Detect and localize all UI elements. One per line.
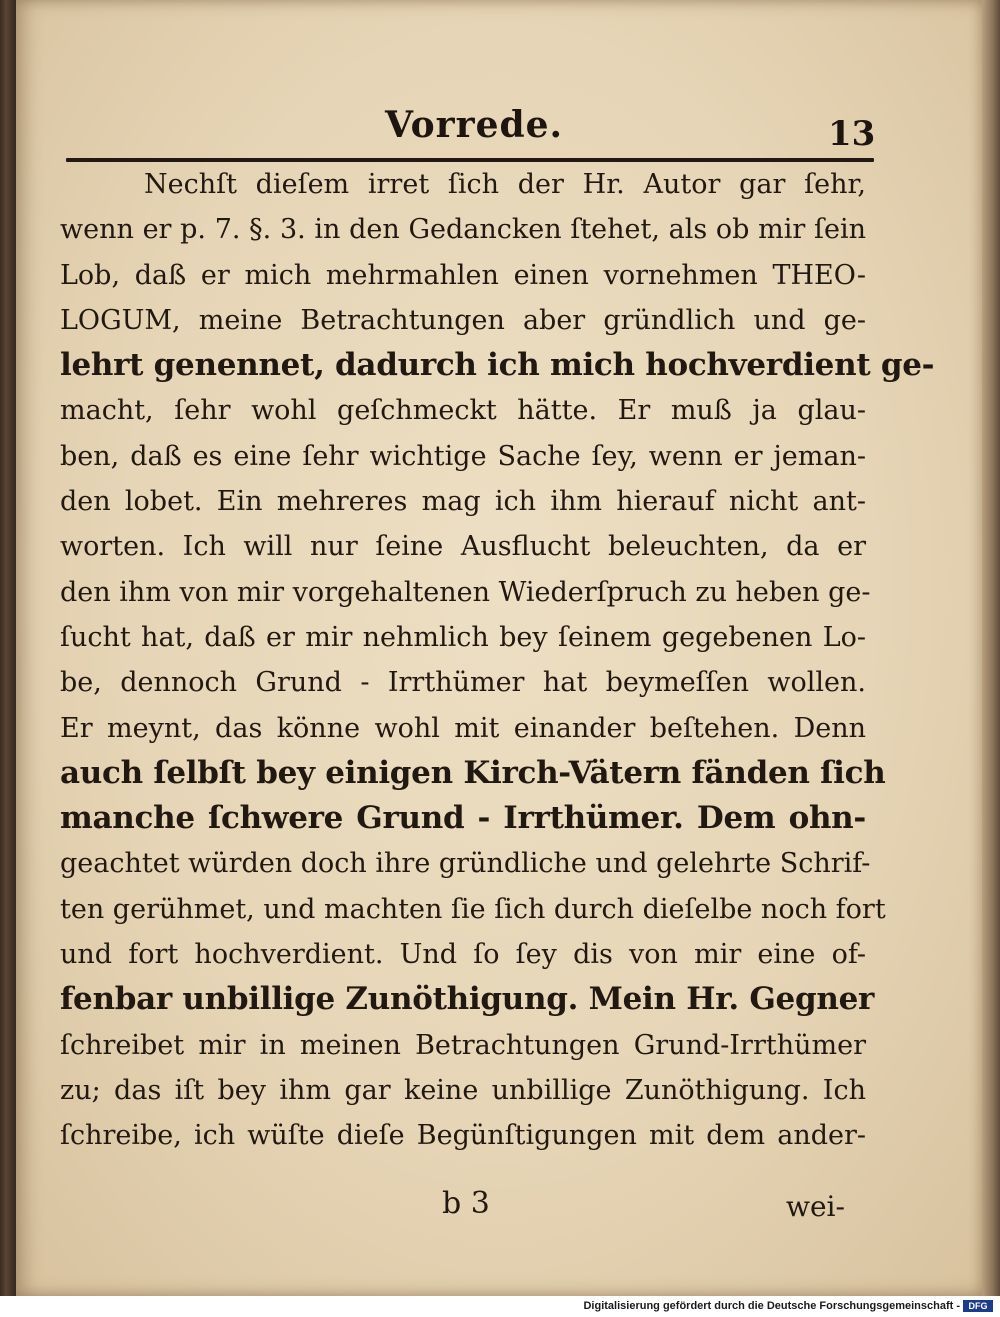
- text-line: den ihm von mir vorgehaltenen Wiederſpruch zu heben ge-: [60, 576, 871, 608]
- catchword: wei-: [786, 1190, 845, 1223]
- text-line: LOGUM, meine Betrachtungen aber gründlich und ge-: [60, 304, 866, 336]
- text-line: wenn er p. 7. §. 3. in den Gedancken ſtehet, als ob mir ſein: [60, 214, 866, 246]
- text-line: Lob, daß er mich mehrmahlen einen vornehmen THEO-: [60, 259, 866, 291]
- body-text: [60, 162, 935, 1159]
- text-line: und fort hochverdient. Und ſo ſey dis von mir eine of-: [60, 939, 866, 971]
- text-line: ten gerühmet, und machten ſie ſich durch dieſelbe noch fort: [60, 893, 886, 925]
- text-line: Nechſt dieſem irret ſich der Hr. Autor gar ſehr,: [144, 169, 866, 200]
- page-number: 13: [828, 114, 876, 154]
- text-line: be, dennoch Grund - Irrthümer hat beymeſſen wollen.: [60, 667, 866, 699]
- text-line: fenbar unbillige Zunöthigung. Mein Hr. Gegner: [60, 981, 875, 1018]
- text-line: ſchreibe, ich wüſte dieſe Begünſtigungen mit dem ander-: [60, 1120, 866, 1152]
- text-line: geachtet würden doch ihre gründliche und gelehrte Schrif-: [60, 848, 871, 880]
- dfg-logo: DFG: [963, 1300, 993, 1312]
- text-line: ſchreibet mir in meinen Betrachtungen Grund-Irrthümer: [60, 1029, 866, 1061]
- text-line: Er meynt, das könne wohl mit einander beſtehen. Denn: [60, 712, 866, 744]
- signature-mark: b 3: [442, 1186, 490, 1221]
- running-head-title: Vorrede.: [385, 104, 564, 146]
- text-line: manche ſchwere Grund - Irrthümer. Dem ohn-: [60, 800, 866, 837]
- text-line: auch ſelbſt bey einigen Kirch-Vätern fänden ſich: [60, 754, 886, 791]
- text-line: macht, ſehr wohl geſchmeckt hätte. Er muß ja glau-: [60, 395, 866, 427]
- text-line: lehrt genennet, dadurch ich mich hochverdient ge-: [60, 347, 935, 384]
- text-line: ſucht hat, daß er mir nehmlich bey ſeinem gegebenen Lo-: [60, 621, 866, 653]
- text-line: den lobet. Ein mehreres mag ich ihm hierauf nicht ant-: [60, 486, 866, 518]
- text-line: ben, daß es eine ſehr wichtige Sache ſey, wenn er jeman-: [60, 440, 866, 472]
- funding-credit: Digitalisierung gefördert durch die Deutsche Forschungsgemeinschaft -: [583, 1300, 960, 1312]
- text-line: worten. Ich will nur ſeine Ausflucht beleuchten, da er: [60, 531, 866, 563]
- text-line: zu; das iſt bey ihm gar keine unbillige Zunöthigung. Ich: [60, 1074, 866, 1106]
- page-edge: [982, 0, 1000, 1296]
